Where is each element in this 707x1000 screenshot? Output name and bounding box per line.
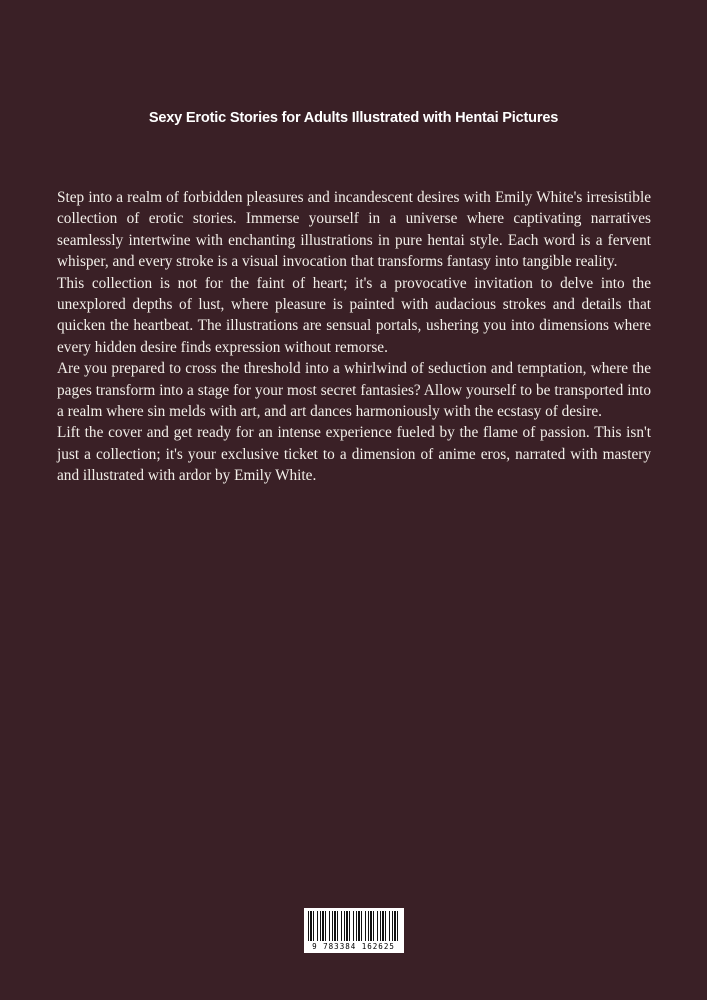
blurb-paragraph-2: This collection is not for the faint of heart; it's a provocative invitation to delve into the unexplored depths of lust, where pleasure is painted with audacious strokes and details that quicken the heartbeat. The illustrations are sensual portals, ushering you into dimensions where every hidden desire finds expression without remorse. bbox=[57, 274, 651, 356]
blurb-paragraph-3: Are you prepared to cross the threshold into a whirlwind of seduction and temptation, where the pages transform into a stage for your most secret fantasies? Allow yourself to be transported into a realm where sin melds with art, and art dances harmoniously with the ecstasy of desire. bbox=[57, 360, 651, 421]
barcode bbox=[304, 908, 404, 953]
cover-title: Sexy Erotic Stories for Adults Illustrated with Hentai Pictures bbox=[148, 109, 559, 126]
cover-blurb bbox=[57, 187, 651, 487]
blurb-paragraph-1: Step into a realm of forbidden pleasures and incandescent desires with Emily White's irresistible collection of erotic stories. Immerse yourself in a universe where captivating narratives seamlessly intertwine with enchanting illustrations in pure hentai style. Each word is a fervent whisper, and every stroke is a visual invocation that transforms fantasy into tangible reality. bbox=[57, 189, 651, 271]
blurb-paragraph-4: Lift the cover and get ready for an intense experience fueled by the flame of passion. This isn't just a collection; it's your exclusive ticket to a dimension of anime eros, narrated with mastery and illustrated with ardor by Emily White. bbox=[57, 424, 651, 485]
barcode-bars-image bbox=[308, 911, 400, 941]
barcode-number: 9 783384 162625 bbox=[312, 942, 395, 951]
